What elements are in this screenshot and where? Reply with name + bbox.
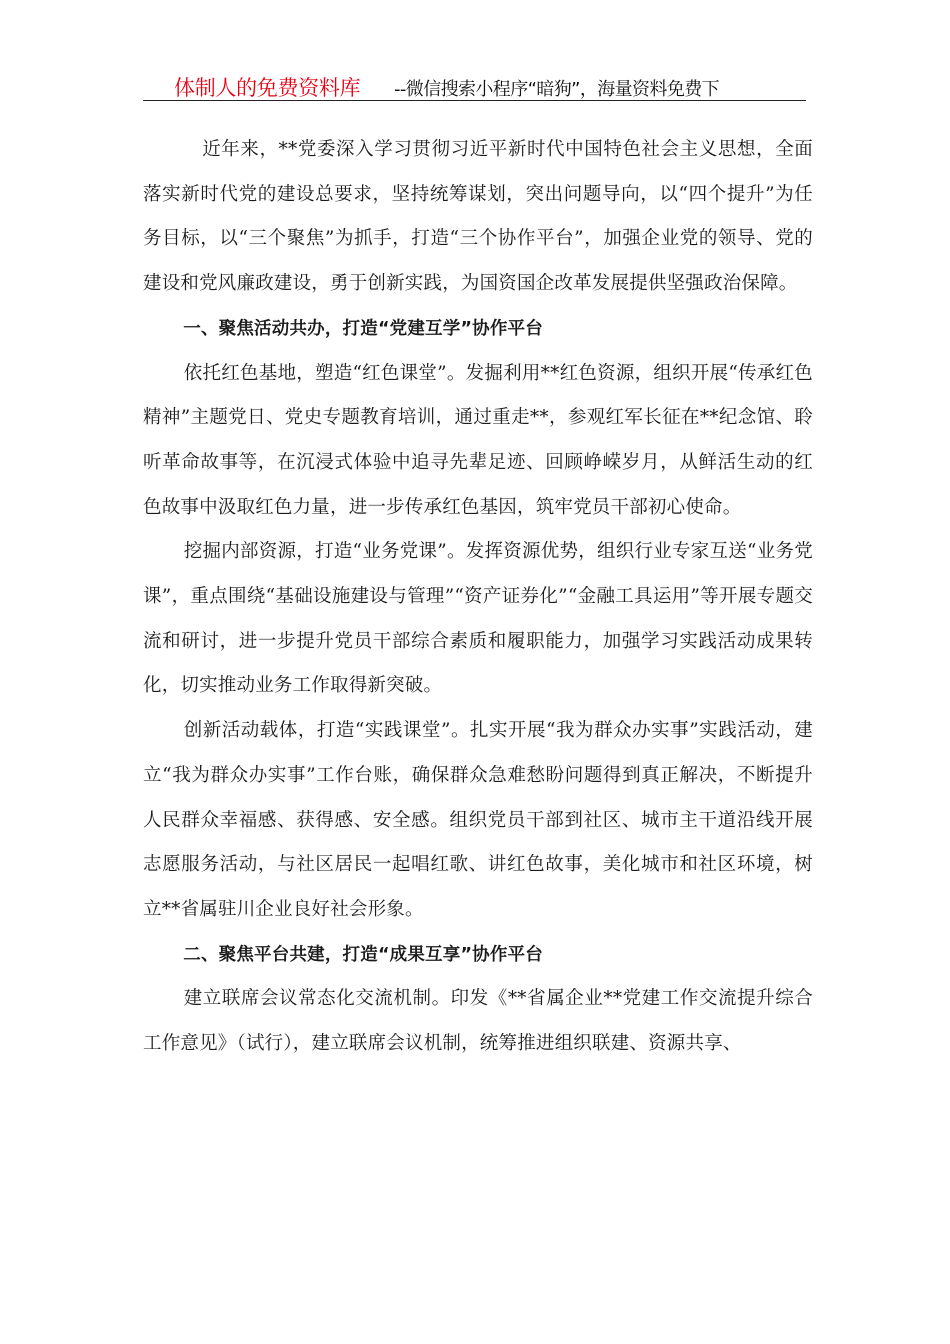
paragraph-practice-classroom: 创新活动载体，打造“实践课堂”。扎实开展“我为群众办实事”实践活动，建立“我为群众办实事”工作台账，确保群众急难愁盼问题得到真正解决，不断提升人民群众幸福感、获得感、安全感。组织党员干部到社区、城市主干道沿线开展志愿服务活动，与社区居民一起唱红歌、讲红色故事，美化城市和社区环境，树立**省属驻川企业良好社会形象。 bbox=[143, 720, 813, 920]
section-heading-1: 一、聚焦活动共办，打造“党建互学”协作平台 bbox=[183, 318, 543, 339]
document-body bbox=[143, 128, 813, 1067]
paragraph-business-lecture: 挖掘内部资源，打造“业务党课”。发挥资源优势，组织行业专家互送“业务党课”，重点围绕“基础设施建设与管理”“资产证券化”“金融工具运用”等开展专题交流和研讨，进一步提升党员干部综合素质和履职能力，加强学习实践活动成果转化，切实推动业务工作取得新突破。 bbox=[143, 541, 813, 697]
page-header bbox=[143, 70, 806, 101]
header-title-black: --微信搜索小程序“暗狗”，海量资料免费下 bbox=[394, 79, 720, 100]
intro-paragraph: 近年来，**党委深入学习贯彻习近平新时代中国特色社会主义思想，全面落实新时代党的建设总要求，坚持统筹谋划，突出问题导向，以“四个提升”为任务目标，以“三个聚焦”为抓手，打造“三个协作平台”，加强企业党的领导、党的建设和党风廉政建设，勇于创新实践，为国资国企改革发展提供坚强政治保障。 bbox=[143, 139, 813, 295]
section-heading-2: 二、聚焦平台共建，打造“成果互享”协作平台 bbox=[183, 944, 543, 965]
paragraph-red-classroom: 依托红色基地，塑造“红色课堂”。发掘利用**红色资源，组织开展“传承红色精神”主题党日、党史专题教育培训，通过重走**，参观红军长征在**纪念馆、聆听革命故事等，在沉浸式体验中追寻先辈足迹、回顾峥嵘岁月，从鲜活生动的红色故事中汲取红色力量，进一步传承红色基因，筑牢党员干部初心使命。 bbox=[143, 362, 813, 518]
paragraph-joint-meeting: 建立联席会议常态化交流机制。印发《**省属企业**党建工作交流提升综合工作意见》（试行），建立联席会议机制，统筹推进组织联建、资源共享、 bbox=[143, 988, 813, 1055]
header-title-red: 体制人的免费资料库 bbox=[174, 76, 361, 100]
